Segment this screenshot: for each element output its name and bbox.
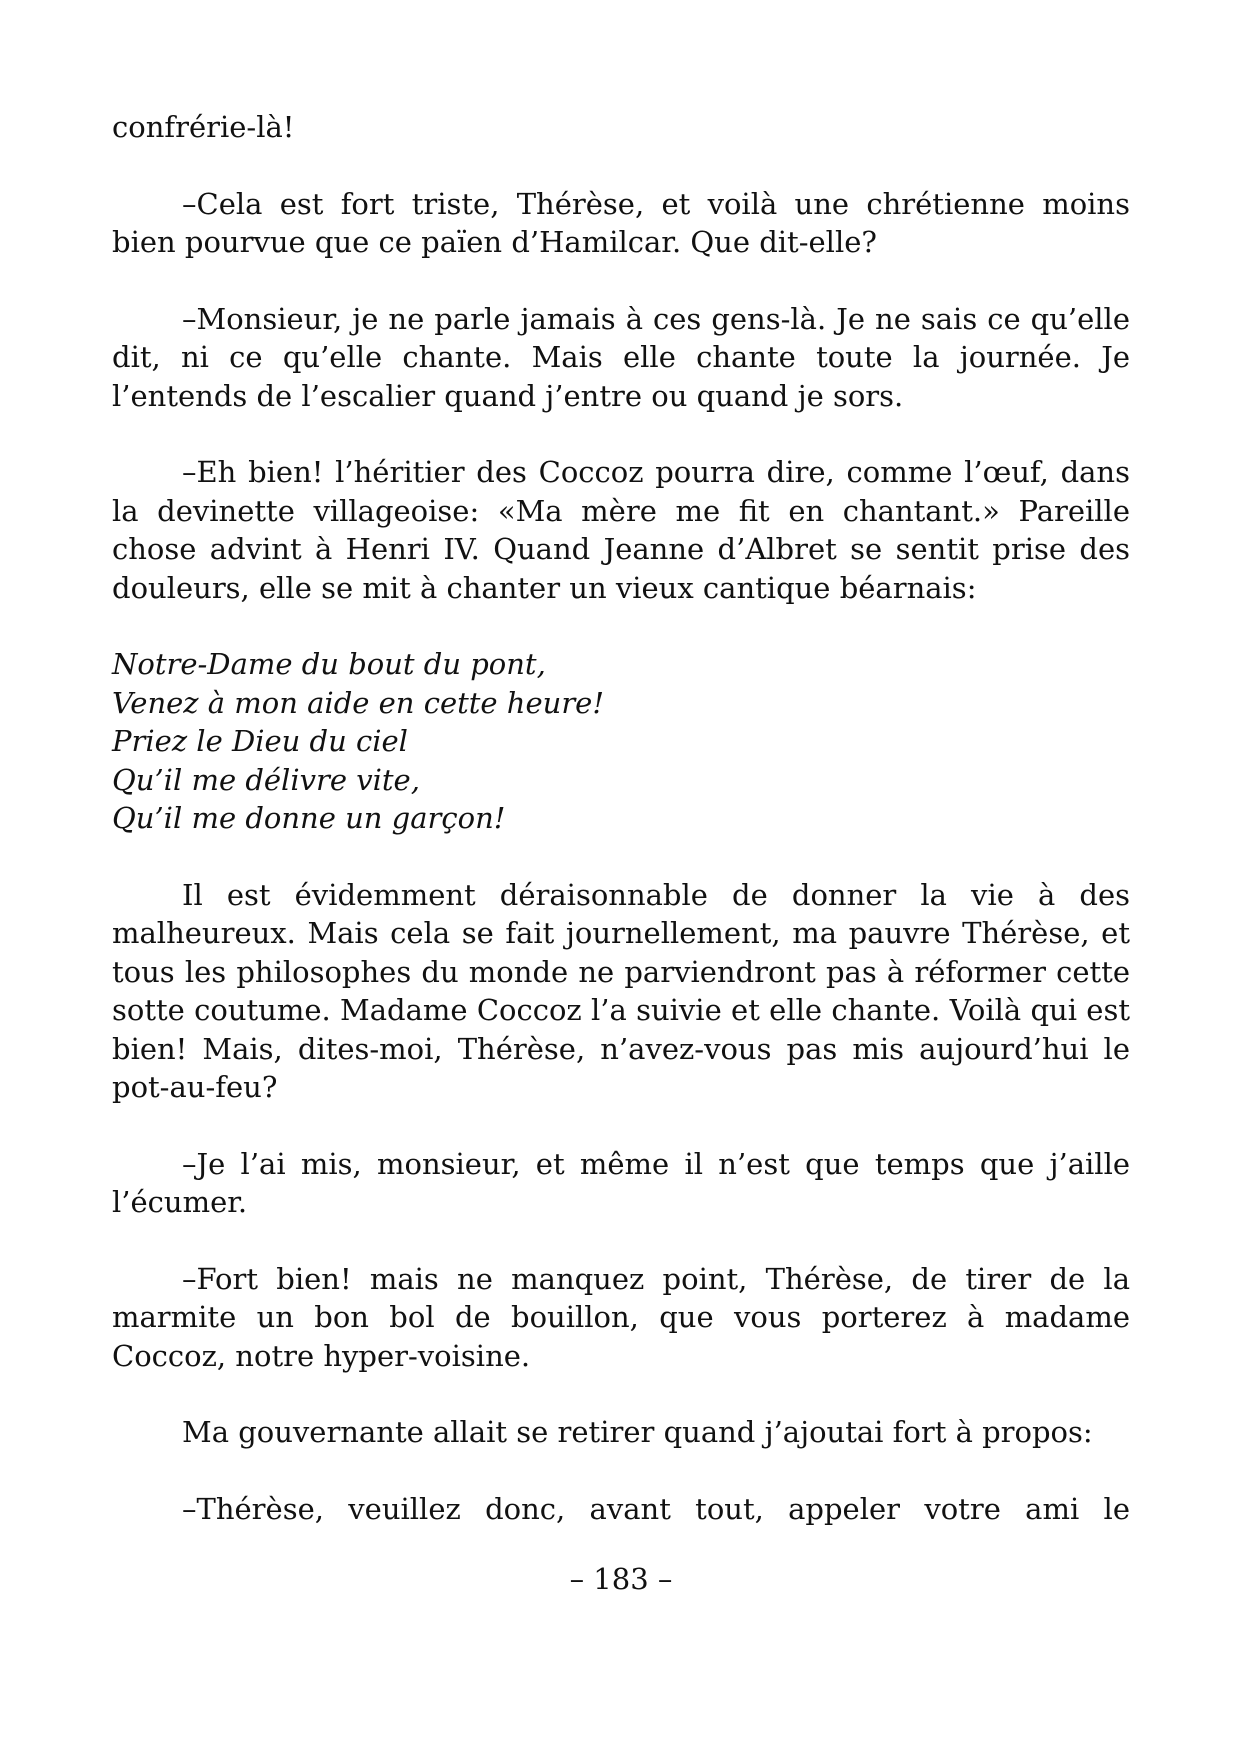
page-body <box>112 108 1130 1566</box>
paragraph: –Cela est fort triste, Thérèse, et voilà une chrétienne moins bien pourvue que ce païen d’Hamilcar. Que dit-elle? <box>112 186 1130 259</box>
paragraph: Ma gouvernante allait se retirer quand j’ajoutai fort à propos: <box>182 1415 1093 1449</box>
paragraph: –Fort bien! mais ne manquez point, Thérèse, de tirer de la marmite un bon bol de bouillon, que vous porterez à madame Coccoz, notre hyper-voisine. <box>112 1261 1130 1373</box>
verse-line: Qu’il me délivre vite, <box>112 762 420 797</box>
verse-line: Notre-Dame du bout du pont, <box>112 647 546 681</box>
paragraph: –Je l’ai mis, monsieur, et même il n’est que temps que j’aille l’écumer. <box>112 1146 1130 1219</box>
verse-line: Venez à mon aide en cette heure! <box>112 685 604 720</box>
paragraph-continuation: confrérie-là! <box>112 110 295 144</box>
verse-block <box>112 645 1130 838</box>
paragraph-continues: –Thérèse, veuillez donc, avant tout, appeler votre ami le <box>182 1491 1130 1526</box>
paragraph: –Monsieur, je ne parle jamais à ces gens-là. Je ne sais ce qu’elle dit, ni ce qu’elle chante. Mais elle chante toute la journée. Je l’entends de l’escalier quand j’entre ou quand je sors. <box>112 301 1130 413</box>
paragraph: –Eh bien! l’héritier des Coccoz pourra dire, comme l’œuf, dans la devinette villageoise: «Ma mère me fit en chantant.» Pareille chose advint à Henri IV. Quand Jeanne d’Albret se sentit prise des douleurs, elle se mit à chanter un vieux cantique béarnais: <box>112 455 1130 605</box>
page-number: – 183 – <box>569 1562 673 1596</box>
verse-line: Priez le Dieu du ciel <box>112 724 408 758</box>
paragraph: Il est évidemment déraisonnable de donner la vie à des malheureux. Mais cela se fait journellement, ma pauvre Thérèse, et tous les philosophes du monde ne parviendront pas à réformer cette sotte coutume. Madame Coccoz l’a suivie et elle chante. Voilà qui est bien! Mais, dites-moi, Thérèse, n’avez-vous pas mis aujourd’hui le pot-au-feu? <box>112 877 1130 1104</box>
verse-line: Qu’il me donne un garçon! <box>112 801 506 835</box>
